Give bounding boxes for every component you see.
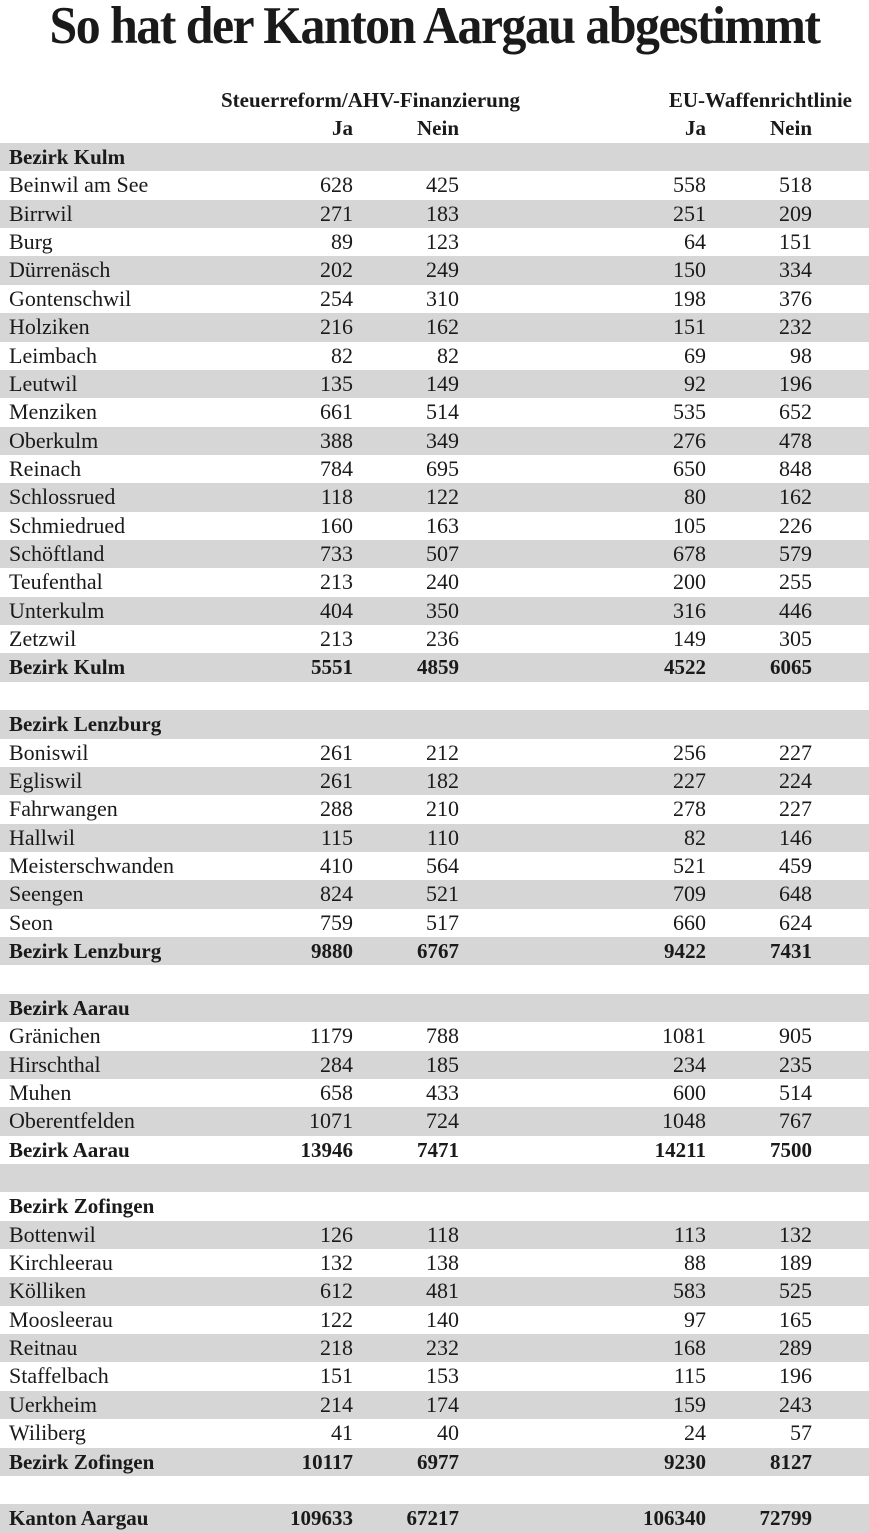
waffenrichtlinie-ja: 251 [673,200,706,226]
steuerreform-nein: 724 [426,1108,459,1134]
steuerreform-ja: 213 [320,626,353,652]
row-label: Schöftland [9,541,105,567]
steuerreform-ja: 213 [320,569,353,595]
steuerreform-ja: 824 [320,881,353,907]
column-header-ja-1: Ja [332,116,353,140]
table-row [0,1334,869,1362]
waffenrichtlinie-nein: 232 [779,314,812,340]
steuerreform-ja: 388 [320,427,353,453]
table-row [0,597,869,625]
waffenrichtlinie-ja: 276 [673,427,706,453]
waffenrichtlinie-ja: 227 [673,767,706,793]
row-label: Wiliberg [9,1420,86,1446]
steuerreform-ja: 89 [331,229,353,255]
spacer-row [0,682,869,710]
waffenrichtlinie-nein: 334 [779,257,812,283]
row-label: Uerkheim [9,1391,97,1417]
steuerreform-nein: 507 [426,541,459,567]
steuerreform-ja: 759 [320,909,353,935]
row-label: Teufenthal [9,569,103,595]
column-header-nein-2: Nein [770,116,812,140]
waffenrichtlinie-nein: 235 [779,1051,812,1077]
row-label: Meisterschwanden [9,852,174,878]
canton-total-row [0,1504,869,1532]
steuerreform-ja: 288 [320,796,353,822]
steuerreform-nein: 514 [426,399,459,425]
table-row [0,256,869,284]
steuerreform-ja: 733 [320,541,353,567]
waffenrichtlinie-ja: 650 [673,455,706,481]
steuerreform-ja: 1071 [309,1108,353,1134]
row-label: Bezirk Zofingen [9,1449,155,1474]
row-label: Holziken [9,314,90,340]
table-row [0,200,869,228]
row-label: Leimbach [9,342,97,368]
row-label: Moosleerau [9,1306,113,1332]
waffenrichtlinie-ja: 151 [673,314,706,340]
table-row [0,909,869,937]
steuerreform-ja: 41 [331,1420,353,1446]
waffenrichtlinie-ja: 558 [673,172,706,198]
steuerreform-ja: 132 [320,1250,353,1276]
steuerreform-nein: 788 [426,1023,459,1049]
waffenrichtlinie-nein: 146 [779,824,812,850]
district-total-row [0,1448,869,1476]
table-row [0,427,869,455]
waffenrichtlinie-nein: 376 [779,285,812,311]
table-row [0,767,869,795]
waffenrichtlinie-nein: 255 [779,569,812,595]
waffenrichtlinie-nein: 525 [779,1278,812,1304]
district-heading-label: Bezirk Aarau [9,995,130,1020]
table-row [0,540,869,568]
table-row [0,625,869,653]
steuerreform-nein: 123 [426,229,459,255]
row-label: Reitnau [9,1335,78,1361]
waffenrichtlinie-nein: 8127 [770,1449,812,1474]
waffenrichtlinie-nein: 767 [779,1108,812,1134]
steuerreform-ja: 202 [320,257,353,283]
table-row [0,1079,869,1107]
waffenrichtlinie-ja: 88 [684,1250,706,1276]
steuerreform-nein: 4859 [417,655,459,680]
table-row [0,824,869,852]
waffenrichtlinie-ja: 660 [673,909,706,935]
steuerreform-nein: 695 [426,455,459,481]
table-row [0,1391,869,1419]
table-row [0,1051,869,1079]
steuerreform-nein: 521 [426,881,459,907]
steuerreform-ja: 271 [320,200,353,226]
steuerreform-nein: 67217 [406,1506,459,1531]
row-label: Gontenschwil [9,285,132,311]
waffenrichtlinie-nein: 305 [779,626,812,652]
district-heading-label: Bezirk Zofingen [9,1194,155,1219]
table-row [0,1419,869,1447]
table-row [0,795,869,823]
waffenrichtlinie-ja: 535 [673,399,706,425]
row-label: Egliswil [9,767,83,793]
steuerreform-ja: 151 [320,1363,353,1389]
waffenrichtlinie-nein: 848 [779,455,812,481]
waffenrichtlinie-ja: 106340 [643,1506,706,1531]
waffenrichtlinie-nein: 518 [779,172,812,198]
table-row [0,483,869,511]
row-label: Schlossrued [9,484,116,510]
table-row [0,398,869,426]
waffenrichtlinie-nein: 227 [779,796,812,822]
waffenrichtlinie-ja: 69 [684,342,706,368]
waffenrichtlinie-ja: 678 [673,541,706,567]
row-label: Birrwil [9,200,73,226]
steuerreform-nein: 149 [426,370,459,396]
district-heading-label: Bezirk Kulm [9,145,126,169]
waffenrichtlinie-nein: 624 [779,909,812,935]
steuerreform-ja: 218 [320,1335,353,1361]
district-heading [0,1192,869,1220]
steuerreform-nein: 249 [426,257,459,283]
steuerreform-ja: 10117 [301,1449,353,1474]
row-label: Kirchleerau [9,1250,113,1276]
steuerreform-nein: 183 [426,200,459,226]
waffenrichtlinie-ja: 149 [673,626,706,652]
steuerreform-nein: 174 [426,1391,459,1417]
waffenrichtlinie-nein: 289 [779,1335,812,1361]
steuerreform-nein: 6767 [417,939,459,964]
spacer-row [0,1164,869,1192]
steuerreform-nein: 162 [426,314,459,340]
steuerreform-ja: 254 [320,285,353,311]
table-row [0,1249,869,1277]
column-group-steuerreform: Steuerreform/AHV-Finanzierung [221,88,520,112]
district-heading-label: Bezirk Lenzburg [9,712,162,737]
steuerreform-ja: 261 [320,767,353,793]
row-label: Kanton Aargau [9,1506,149,1531]
column-group-waffenrichtlinie: EU-Waffenrichtlinie [668,88,852,112]
waffenrichtlinie-ja: 115 [673,1363,706,1389]
waffenrichtlinie-ja: 521 [673,852,706,878]
waffenrichtlinie-ja: 256 [673,739,706,765]
waffenrichtlinie-nein: 652 [779,399,812,425]
waffenrichtlinie-ja: 198 [673,285,706,311]
steuerreform-nein: 122 [426,484,459,510]
district-heading [0,710,869,738]
waffenrichtlinie-nein: 224 [779,767,812,793]
column-header-ja-2: Ja [685,116,706,140]
steuerreform-nein: 153 [426,1363,459,1389]
column-header-nein-1: Nein [417,116,459,140]
waffenrichtlinie-nein: 165 [779,1306,812,1332]
waffenrichtlinie-nein: 446 [779,597,812,623]
waffenrichtlinie-ja: 159 [673,1391,706,1417]
steuerreform-ja: 612 [320,1278,353,1304]
steuerreform-nein: 185 [426,1051,459,1077]
steuerreform-nein: 182 [426,767,459,793]
waffenrichtlinie-ja: 316 [673,597,706,623]
waffenrichtlinie-nein: 648 [779,881,812,907]
steuerreform-ja: 214 [320,1391,353,1417]
steuerreform-nein: 82 [437,342,459,368]
row-label: Schmiedrued [9,512,126,538]
steuerreform-ja: 216 [320,314,353,340]
table-row [0,852,869,880]
waffenrichtlinie-ja: 583 [673,1278,706,1304]
row-label: Bottenwil [9,1221,96,1247]
waffenrichtlinie-nein: 209 [779,200,812,226]
page-title: So hat der Kanton Aargau abgestimmt [49,0,820,55]
row-label: Burg [9,229,53,255]
waffenrichtlinie-nein: 189 [779,1250,812,1276]
waffenrichtlinie-nein: 579 [779,541,812,567]
district-heading [0,994,869,1022]
waffenrichtlinie-ja: 1048 [662,1108,706,1134]
steuerreform-nein: 481 [426,1278,459,1304]
steuerreform-ja: 118 [320,484,353,510]
row-label: Dürrenäsch [9,257,111,283]
table-row [0,1221,869,1249]
steuerreform-nein: 349 [426,427,459,453]
steuerreform-ja: 109633 [290,1506,353,1531]
waffenrichtlinie-ja: 105 [673,512,706,538]
row-label: Bezirk Lenzburg [9,939,162,964]
steuerreform-nein: 138 [426,1250,459,1276]
steuerreform-ja: 160 [320,512,353,538]
steuerreform-ja: 82 [331,342,353,368]
waffenrichtlinie-nein: 98 [790,342,812,368]
waffenrichtlinie-nein: 196 [779,1363,812,1389]
steuerreform-ja: 658 [320,1079,353,1105]
waffenrichtlinie-ja: 4522 [664,655,706,680]
steuerreform-nein: 310 [426,285,459,311]
steuerreform-ja: 13946 [300,1137,353,1162]
steuerreform-ja: 9880 [311,939,353,964]
waffenrichtlinie-ja: 150 [673,257,706,283]
steuerreform-ja: 135 [320,370,353,396]
steuerreform-nein: 6977 [417,1449,459,1474]
row-label: Zetzwil [9,626,77,652]
table-row [0,370,869,398]
waffenrichtlinie-nein: 478 [779,427,812,453]
table-row [0,228,869,256]
steuerreform-nein: 517 [426,909,459,935]
row-label: Seon [9,909,53,935]
steuerreform-ja: 628 [320,172,353,198]
results-table [0,143,869,1533]
row-label: Seengen [9,881,84,907]
steuerreform-nein: 212 [426,739,459,765]
row-label: Oberentfelden [9,1108,135,1134]
waffenrichtlinie-ja: 24 [684,1420,706,1446]
waffenrichtlinie-nein: 132 [779,1221,812,1247]
waffenrichtlinie-ja: 200 [673,569,706,595]
row-label: Boniswil [9,739,89,765]
steuerreform-ja: 126 [320,1221,353,1247]
waffenrichtlinie-nein: 196 [779,370,812,396]
district-heading [0,143,869,171]
steuerreform-ja: 1179 [309,1023,353,1049]
steuerreform-nein: 7471 [417,1137,459,1162]
waffenrichtlinie-nein: 459 [779,852,812,878]
steuerreform-ja: 784 [320,455,353,481]
waffenrichtlinie-ja: 97 [684,1306,706,1332]
waffenrichtlinie-nein: 57 [790,1420,812,1446]
waffenrichtlinie-ja: 278 [673,796,706,822]
steuerreform-ja: 122 [320,1306,353,1332]
table-row [0,512,869,540]
waffenrichtlinie-ja: 82 [684,824,706,850]
row-label: Menziken [9,399,97,425]
steuerreform-ja: 410 [320,852,353,878]
district-total-row [0,937,869,965]
steuerreform-nein: 564 [426,852,459,878]
steuerreform-nein: 240 [426,569,459,595]
waffenrichtlinie-ja: 709 [673,881,706,907]
spacer-row [0,965,869,993]
table-row [0,568,869,596]
waffenrichtlinie-nein: 151 [779,229,812,255]
district-total-row [0,653,869,681]
steuerreform-nein: 232 [426,1335,459,1361]
row-label: Fahrwangen [9,796,118,822]
waffenrichtlinie-nein: 7431 [770,939,812,964]
waffenrichtlinie-ja: 80 [684,484,706,510]
waffenrichtlinie-ja: 64 [684,229,706,255]
table-row [0,285,869,313]
table-row [0,1107,869,1135]
steuerreform-nein: 236 [426,626,459,652]
waffenrichtlinie-nein: 905 [779,1023,812,1049]
spacer-row [0,1476,869,1504]
steuerreform-nein: 350 [426,597,459,623]
row-label: Leutwil [9,370,78,396]
steuerreform-nein: 433 [426,1079,459,1105]
steuerreform-nein: 210 [426,796,459,822]
row-label: Oberkulm [9,427,99,453]
waffenrichtlinie-nein: 243 [779,1391,812,1417]
waffenrichtlinie-ja: 168 [673,1335,706,1361]
waffenrichtlinie-ja: 600 [673,1079,706,1105]
district-total-row [0,1136,869,1164]
row-label: Hirschthal [9,1051,101,1077]
waffenrichtlinie-nein: 6065 [770,655,812,680]
waffenrichtlinie-ja: 1081 [662,1023,706,1049]
row-label: Beinwil am See [9,172,149,198]
row-label: Gränichen [9,1023,101,1049]
steuerreform-ja: 115 [320,824,353,850]
table-row [0,880,869,908]
table-row [0,739,869,767]
table-row [0,342,869,370]
steuerreform-ja: 404 [320,597,353,623]
row-label: Muhen [9,1079,72,1105]
waffenrichtlinie-ja: 113 [673,1221,706,1247]
steuerreform-ja: 261 [320,739,353,765]
steuerreform-nein: 163 [426,512,459,538]
waffenrichtlinie-nein: 514 [779,1079,812,1105]
row-label: Staffelbach [9,1363,109,1389]
table-row [0,1277,869,1305]
steuerreform-nein: 140 [426,1306,459,1332]
row-label: Reinach [9,455,82,481]
waffenrichtlinie-nein: 227 [779,739,812,765]
table-row [0,1306,869,1334]
steuerreform-nein: 118 [426,1221,459,1247]
row-label: Bezirk Aarau [9,1137,130,1162]
steuerreform-nein: 425 [426,172,459,198]
table-row [0,1362,869,1390]
waffenrichtlinie-nein: 162 [779,484,812,510]
steuerreform-ja: 5551 [311,655,353,680]
waffenrichtlinie-ja: 92 [684,370,706,396]
row-label: Kölliken [9,1278,86,1304]
waffenrichtlinie-ja: 234 [673,1051,706,1077]
table-row [0,455,869,483]
waffenrichtlinie-ja: 9230 [664,1449,706,1474]
waffenrichtlinie-nein: 226 [779,512,812,538]
row-label: Hallwil [9,824,75,850]
waffenrichtlinie-nein: 7500 [770,1137,812,1162]
waffenrichtlinie-nein: 72799 [759,1506,812,1531]
steuerreform-ja: 284 [320,1051,353,1077]
table-row [0,313,869,341]
waffenrichtlinie-ja: 14211 [654,1137,706,1162]
table-row [0,171,869,199]
steuerreform-nein: 40 [437,1420,459,1446]
row-label: Unterkulm [9,597,105,623]
steuerreform-nein: 110 [426,824,459,850]
steuerreform-ja: 661 [320,399,353,425]
row-label: Bezirk Kulm [9,655,126,680]
table-row [0,1022,869,1050]
waffenrichtlinie-ja: 9422 [664,939,706,964]
